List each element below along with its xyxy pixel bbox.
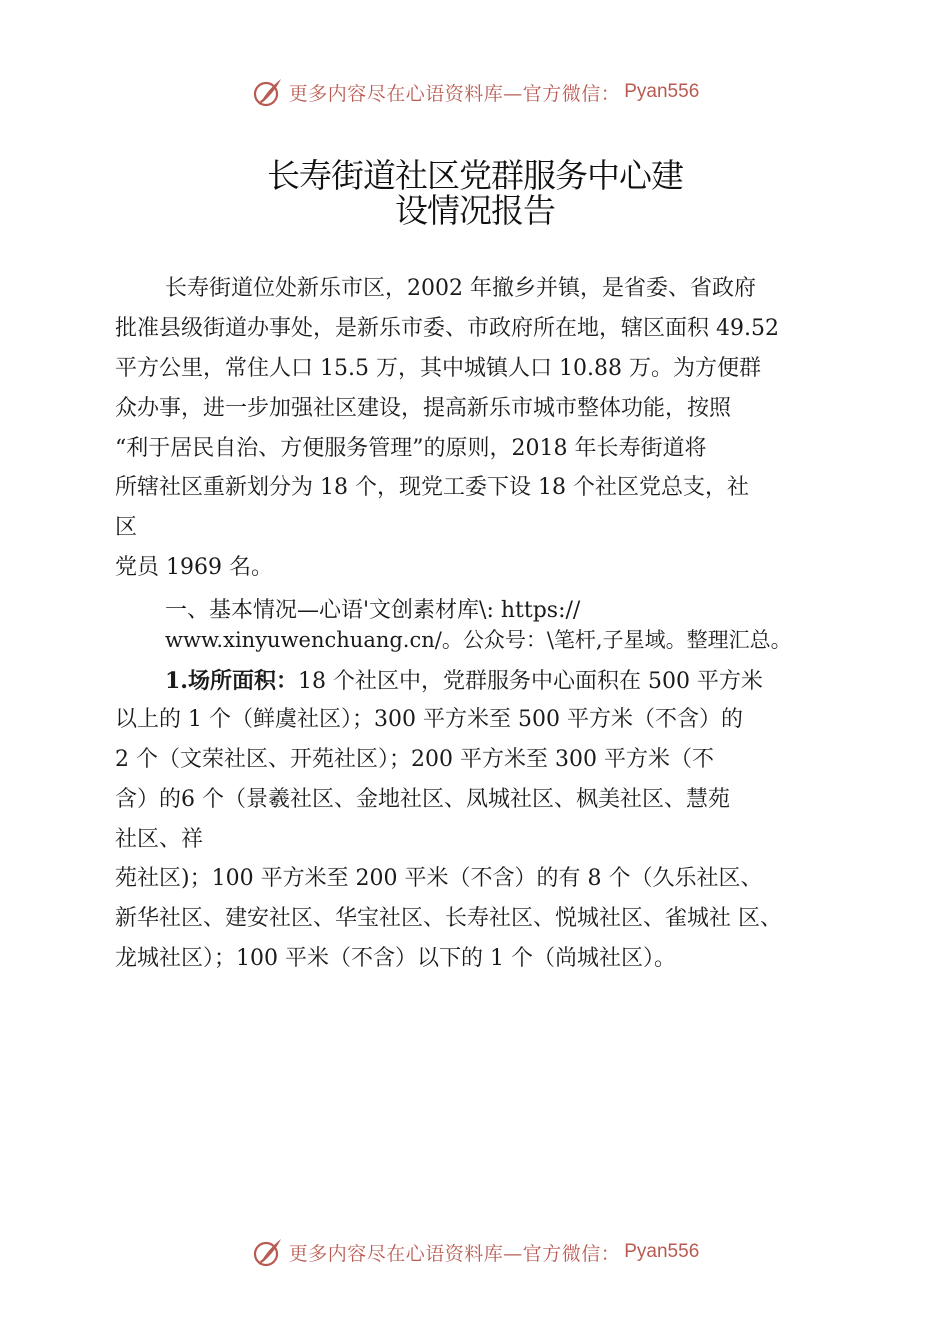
title-line-2: 设情况报告 xyxy=(395,191,555,230)
paragraph-2-line: 以上的 1 个（鲜虞社区）；300 平方米至 500 平方米（不含）的 xyxy=(115,707,743,732)
banner-wechat-id: Pyan556 xyxy=(624,81,700,102)
paragraph-1-line: “利于居民自治、方便服务管理”的原则，2018 年长寿街道将 xyxy=(115,436,707,461)
paragraph-1-line: 批准县级街道办事处，是新乐市委、市政府所在地，辖区面积 49.52 xyxy=(115,316,779,341)
section-heading-line: www.xinyuwenchuang.cn/。公众号：\笔杆,子星域。整理汇总。 xyxy=(165,628,792,652)
quill-pen-logo-icon xyxy=(251,75,285,109)
section-heading-line: 一、基本情况—心语'文创素材库\: https:// xyxy=(165,598,581,623)
banner-wechat-id: Pyan556 xyxy=(624,1241,700,1262)
paragraph-2-line: 2 个（文荣社区、开苑社区）；200 平方米至 300 平方米（不 xyxy=(115,747,714,772)
paragraph-2-line: 苑社区)；100 平方米至 200 平米（不含）的有 8 个（久乐社区、 xyxy=(115,866,763,891)
paragraph-1-line: 所辖社区重新划分为 18 个，现党工委下设 18 个社区党总支，社 xyxy=(115,475,749,500)
paragraph-1-line: 党员 1969 名。 xyxy=(115,555,273,580)
header-watermark-banner xyxy=(0,72,950,112)
paragraph-2-line: 新华社区、建安社区、华宝社区、长寿社区、悦城社区、雀城社 区、 xyxy=(115,906,782,931)
footer-watermark-banner xyxy=(0,1232,950,1272)
paragraph-1-line: 平方公里，常住人口 15.5 万，其中城镇人口 10.88 万。为方便群 xyxy=(115,356,761,381)
paragraph-2-line: 社区、祥 xyxy=(115,827,204,852)
paragraph-2-line: 含）的6 个（景羲社区、金地社区、凤城社区、枫美社区、慧苑 xyxy=(115,787,730,812)
paragraph-2-lead-rest: 18 个社区中，党群服务中心面积在 500 平方米 xyxy=(297,669,763,694)
title-line-1: 长寿街道社区党群服务中心建 xyxy=(267,156,683,195)
banner-text: 更多内容尽在心语资料库—官方微信： xyxy=(288,82,621,105)
paragraph-2-lead-bold: 1.场所面积： xyxy=(165,668,298,694)
paragraph-1-line: 长寿街道位处新乐市区，2002 年撤乡并镇，是省委、省政府 xyxy=(165,276,756,301)
quill-pen-logo-icon xyxy=(251,1235,285,1269)
paragraph-1-line: 区 xyxy=(115,515,138,540)
banner-text: 更多内容尽在心语资料库—官方微信： xyxy=(288,1242,621,1265)
paragraph-2-first-line xyxy=(165,667,763,696)
paragraph-1-line: 众办事，进一步加强社区建设，提高新乐市城市整体功能，按照 xyxy=(115,396,732,421)
document-title xyxy=(0,158,950,228)
paragraph-2-line: 龙城社区）；100 平米（不含）以下的 1 个（尚城社区）。 xyxy=(115,946,676,971)
